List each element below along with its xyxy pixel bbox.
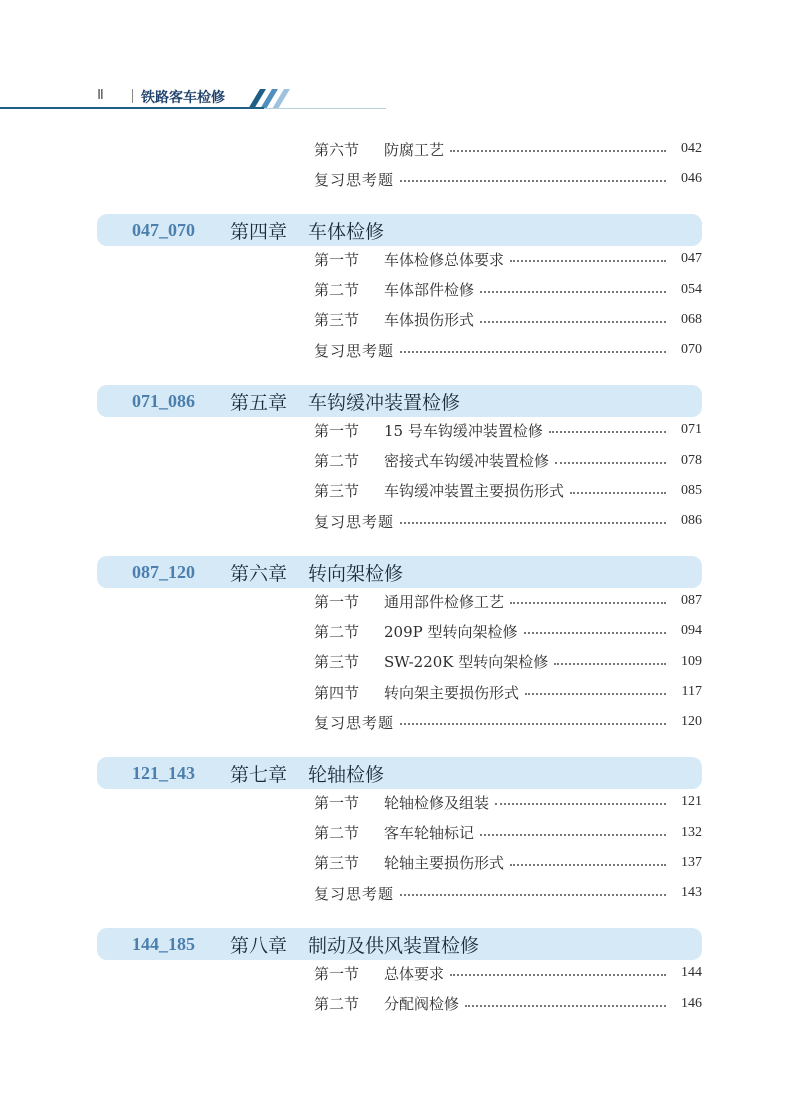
section-entry[interactable]	[314, 247, 702, 271]
dot-leader	[450, 974, 666, 976]
entry-title: SW-220K 型转向架检修	[384, 653, 549, 672]
section-number: 第二节	[314, 824, 360, 843]
section-number: 第一节	[314, 250, 360, 269]
section-entry[interactable]	[314, 278, 702, 302]
section-number: 第一节	[314, 964, 360, 983]
section-entry[interactable]	[314, 680, 702, 704]
entry-page-number: 132	[681, 824, 702, 840]
section-entry[interactable]	[314, 650, 702, 674]
section-number: 第一节	[314, 421, 360, 440]
entry-title: 车钩缓冲装置主要损伤形式	[384, 482, 565, 501]
page-number: Ⅱ	[97, 88, 104, 103]
review-questions-entry[interactable]	[314, 509, 702, 533]
section-entry[interactable]	[314, 961, 702, 985]
dot-leader	[400, 522, 666, 524]
section-entry[interactable]	[314, 619, 702, 643]
entry-title: 密接式车钩缓冲装置检修	[384, 452, 550, 470]
chapter-page-range: 047_070	[132, 219, 195, 240]
dot-leader	[400, 723, 666, 725]
entry-title: 复习思考题	[314, 884, 395, 903]
section-entry[interactable]	[314, 418, 702, 442]
section-entry[interactable]	[314, 992, 702, 1016]
section-number: 第三节	[314, 482, 360, 501]
dot-leader	[400, 351, 666, 353]
section-number: 第三节	[314, 653, 360, 672]
chapter-number: 第四章	[230, 220, 288, 243]
entry-title: 轮轴检修及组装	[384, 793, 490, 812]
section-entry[interactable]	[314, 479, 702, 503]
review-questions-entry[interactable]	[314, 167, 702, 191]
chapter-heading[interactable]	[97, 928, 702, 960]
entry-page-number: 109	[681, 653, 702, 669]
section-entry[interactable]	[314, 137, 702, 161]
dot-leader	[495, 803, 666, 805]
dot-leader	[450, 150, 666, 152]
dot-leader	[400, 180, 666, 182]
entry-title: 复习思考题	[314, 170, 395, 189]
entry-page-number: 120	[681, 714, 702, 730]
chapter-page-range: 087_120	[132, 561, 195, 582]
dot-leader	[480, 834, 666, 836]
section-number: 第二节	[314, 281, 360, 300]
entry-page-number: 068	[681, 311, 702, 327]
dot-leader	[555, 462, 666, 464]
entry-page-number: 146	[681, 995, 702, 1011]
entry-page-number: 046	[681, 171, 702, 187]
dot-leader	[549, 431, 666, 433]
dot-leader	[510, 602, 666, 604]
chapter-heading[interactable]	[97, 385, 702, 417]
dot-leader	[480, 291, 666, 293]
section-number: 第二节	[314, 452, 360, 470]
entry-title: 总体要求	[384, 964, 445, 983]
entry-page-number: 117	[681, 684, 702, 699]
entry-title: 防腐工艺	[384, 140, 445, 159]
entry-title: 轮轴主要损伤形式	[384, 854, 505, 873]
section-entry[interactable]	[314, 449, 702, 473]
entry-title: 转向架主要损伤形式	[384, 683, 520, 702]
review-questions-entry[interactable]	[314, 710, 702, 734]
entry-title: 复习思考题	[314, 713, 395, 732]
entry-title: 分配阀检修	[384, 995, 460, 1013]
entry-title: 15 号车钩缓冲装置检修	[384, 421, 543, 440]
section-entry[interactable]	[314, 308, 702, 332]
entry-title: 车体损伤形式	[384, 311, 475, 330]
entry-title: 复习思考题	[314, 341, 395, 360]
entry-page-number: 094	[681, 623, 702, 639]
entry-page-number: 047	[681, 251, 702, 267]
section-number: 第一节	[314, 793, 360, 812]
section-number: 第三节	[314, 854, 360, 873]
chapter-heading[interactable]	[97, 757, 702, 789]
dot-leader	[570, 492, 666, 494]
chapter-heading[interactable]	[97, 214, 702, 246]
chapter-number: 第五章	[230, 391, 288, 414]
dot-leader	[400, 894, 666, 896]
section-number: 第三节	[314, 311, 360, 330]
chapter-page-range: 121_143	[132, 762, 195, 783]
dot-leader	[554, 663, 666, 665]
section-number: 第二节	[314, 995, 360, 1013]
entry-page-number: 078	[681, 452, 702, 468]
dot-leader	[525, 693, 666, 695]
chapter-number: 第七章	[230, 763, 288, 786]
entry-page-number: 085	[681, 482, 702, 498]
entry-title: 通用部件检修工艺	[384, 592, 505, 611]
entry-page-number: 144	[681, 965, 702, 981]
section-entry[interactable]	[314, 821, 702, 845]
entry-page-number: 071	[681, 422, 702, 438]
chapter-title: 转向架检修	[308, 562, 404, 585]
section-number: 第六节	[314, 140, 360, 159]
chapter-number: 第六章	[230, 562, 288, 585]
review-questions-entry[interactable]	[314, 338, 702, 362]
dot-leader	[510, 864, 666, 866]
review-questions-entry[interactable]	[314, 881, 702, 905]
entry-page-number: 070	[681, 342, 702, 358]
entry-page-number: 086	[681, 513, 702, 529]
chapter-page-range: 144_185	[132, 933, 195, 954]
entry-title: 客车轮轴标记	[384, 824, 475, 843]
dot-leader	[510, 260, 666, 262]
entry-page-number: 143	[681, 885, 702, 901]
chapter-heading[interactable]	[97, 556, 702, 588]
entry-title: 209P 型转向架检修	[384, 622, 518, 641]
chapter-title: 车体检修	[308, 220, 385, 243]
chapter-title: 制动及供风装置检修	[308, 934, 480, 957]
chapter-number: 第八章	[230, 934, 288, 957]
dot-leader	[524, 632, 667, 634]
entry-title: 车体部件检修	[384, 281, 475, 300]
section-entry[interactable]	[314, 851, 702, 875]
entry-page-number: 121	[681, 794, 702, 810]
entry-page-number: 087	[681, 593, 702, 609]
chapter-page-range: 071_086	[132, 390, 195, 411]
entry-page-number: 137	[681, 854, 702, 870]
section-number: 第四节	[314, 683, 360, 702]
dot-leader	[465, 1005, 666, 1007]
section-entry[interactable]	[314, 589, 702, 613]
entry-title: 复习思考题	[314, 512, 395, 531]
entry-page-number: 042	[681, 141, 702, 156]
section-entry[interactable]	[314, 790, 702, 814]
entry-page-number: 054	[681, 281, 702, 297]
dot-leader	[480, 321, 666, 323]
section-number: 第一节	[314, 592, 360, 611]
section-number: 第二节	[314, 622, 360, 641]
chapter-title: 轮轴检修	[308, 763, 385, 786]
entry-title: 车体检修总体要求	[384, 250, 505, 269]
book-title: 铁路客车检修	[141, 90, 225, 106]
chapter-title: 车钩缓冲装置检修	[308, 391, 461, 414]
